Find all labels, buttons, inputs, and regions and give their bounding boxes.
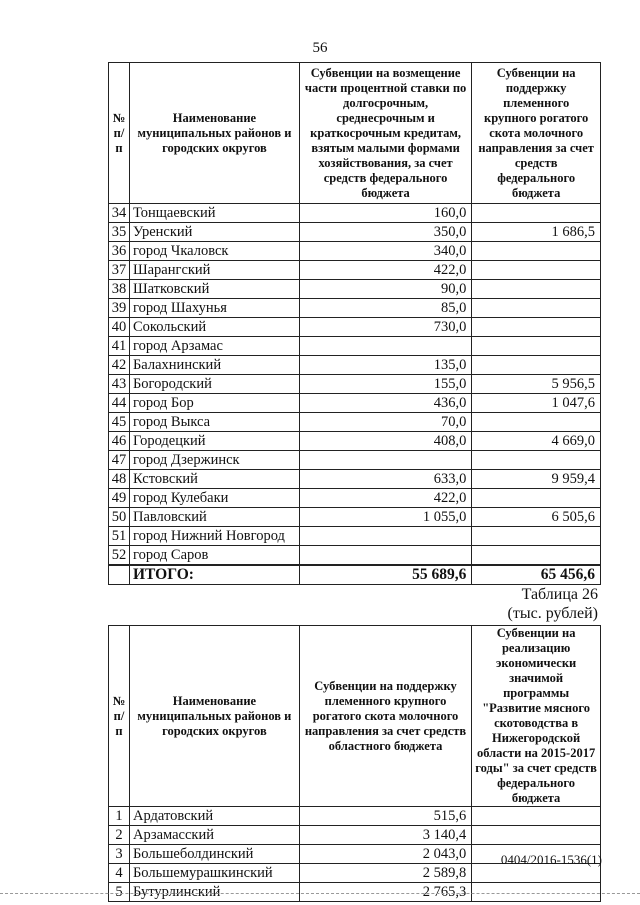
subventions-table-continued — [108, 62, 601, 585]
header-municipality: Наименование муниципальных районов и городских округов — [129, 626, 299, 807]
row-number: 37 — [109, 261, 130, 280]
table-row — [109, 546, 601, 566]
value-2 — [472, 299, 601, 318]
row-number: 41 — [109, 337, 130, 356]
row-number: 48 — [109, 470, 130, 489]
value-1: 70,0 — [299, 413, 471, 432]
row-number: 49 — [109, 489, 130, 508]
value-2 — [472, 318, 601, 337]
table-row — [109, 470, 601, 489]
value-1: 3 140,4 — [299, 826, 471, 845]
total-number-cell — [109, 565, 130, 585]
bottom-divider — [0, 893, 640, 894]
value-1: 160,0 — [299, 204, 471, 223]
row-number: 45 — [109, 413, 130, 432]
total-value-1: 55 689,6 — [299, 565, 471, 585]
row-number: 46 — [109, 432, 130, 451]
value-1: 155,0 — [299, 375, 471, 394]
row-number: 40 — [109, 318, 130, 337]
value-2 — [472, 489, 601, 508]
value-2 — [472, 527, 601, 546]
value-2: 1 686,5 — [472, 223, 601, 242]
table-row — [109, 242, 601, 261]
row-number: 1 — [109, 807, 130, 826]
table-26-title: Таблица 26 — [521, 586, 598, 603]
row-number: 47 — [109, 451, 130, 470]
municipality-name: Большеболдинский — [129, 845, 299, 864]
row-number: 4 — [109, 864, 130, 883]
municipality-name: город Бор — [129, 394, 299, 413]
municipality-name: город Выкса — [129, 413, 299, 432]
value-1 — [299, 337, 471, 356]
table-row — [109, 883, 601, 902]
table-row — [109, 223, 601, 242]
value-2 — [472, 546, 601, 566]
value-1: 2 589,8 — [299, 864, 471, 883]
header-beef-cattle-program: Субвенции на реализацию экономически значимой программы "Развитие мясного скотоводства в Нижегородской области на 2015-2017 годы" за счет средств федерального бюджета — [472, 626, 601, 807]
row-number: 39 — [109, 299, 130, 318]
value-1: 633,0 — [299, 470, 471, 489]
table-row — [109, 299, 601, 318]
row-number: 38 — [109, 280, 130, 299]
municipality-name: Богородский — [129, 375, 299, 394]
table-row — [109, 318, 601, 337]
value-2 — [472, 204, 601, 223]
value-1: 2 043,0 — [299, 845, 471, 864]
value-2 — [472, 356, 601, 375]
value-2 — [472, 337, 601, 356]
row-number: 42 — [109, 356, 130, 375]
header-municipality: Наименование муниципальных районов и городских округов — [129, 63, 299, 204]
value-2 — [472, 451, 601, 470]
value-2: 6 505,6 — [472, 508, 601, 527]
value-1 — [299, 451, 471, 470]
row-number: 51 — [109, 527, 130, 546]
municipality-name: город Нижний Новгород — [129, 527, 299, 546]
table-row — [109, 807, 601, 826]
value-1: 422,0 — [299, 489, 471, 508]
value-1: 730,0 — [299, 318, 471, 337]
municipality-name: город Чкаловск — [129, 242, 299, 261]
municipality-name: Шарангский — [129, 261, 299, 280]
row-number: 2 — [109, 826, 130, 845]
table-row — [109, 508, 601, 527]
value-2 — [472, 826, 601, 845]
header-number: № п/п — [109, 63, 130, 204]
table-row — [109, 337, 601, 356]
value-1: 2 765,3 — [299, 883, 471, 902]
municipality-name: город Арзамас — [129, 337, 299, 356]
table-row — [109, 451, 601, 470]
value-2 — [472, 413, 601, 432]
value-1: 1 055,0 — [299, 508, 471, 527]
value-1: 436,0 — [299, 394, 471, 413]
document-code: 0404/2016-1536(1) — [500, 852, 602, 867]
row-number: 50 — [109, 508, 130, 527]
municipality-name: город Кулебаки — [129, 489, 299, 508]
municipality-name: Городецкий — [129, 432, 299, 451]
row-number: 44 — [109, 394, 130, 413]
municipality-name: город Дзержинск — [129, 451, 299, 470]
value-1: 350,0 — [299, 223, 471, 242]
municipality-name: Тонщаевский — [129, 204, 299, 223]
header-dairy-cattle-regional: Субвенции на поддержку племенного крупного рогатого скота молочного направления за счет средств областного бюджета — [299, 626, 471, 807]
header-dairy-cattle-federal: Субвенции на поддержку племенного крупного рогатого скота молочного направления за счет средств федерального бюджета — [472, 63, 601, 204]
value-1 — [299, 546, 471, 566]
value-2: 1 047,6 — [472, 394, 601, 413]
table-row — [109, 280, 601, 299]
total-label: ИТОГО: — [129, 565, 299, 585]
row-number: 35 — [109, 223, 130, 242]
value-2 — [472, 280, 601, 299]
table-row — [109, 826, 601, 845]
municipality-name: Шатковский — [129, 280, 299, 299]
header-number: № п/п — [109, 626, 130, 807]
row-number: 43 — [109, 375, 130, 394]
municipality-name: Ардатовский — [129, 807, 299, 826]
value-2 — [472, 242, 601, 261]
table-row — [109, 527, 601, 546]
municipality-name: Сокольский — [129, 318, 299, 337]
municipality-name: Уренский — [129, 223, 299, 242]
table-row — [109, 261, 601, 280]
value-1: 340,0 — [299, 242, 471, 261]
municipality-name: Бутурлинский — [129, 883, 299, 902]
table-row — [109, 394, 601, 413]
page-number: 56 — [312, 40, 328, 56]
value-1: 515,6 — [299, 807, 471, 826]
row-number: 34 — [109, 204, 130, 223]
municipality-name: Большемурашкинский — [129, 864, 299, 883]
municipality-name: Арзамасский — [129, 826, 299, 845]
municipality-name: город Саров — [129, 546, 299, 566]
value-1 — [299, 527, 471, 546]
value-2: 9 959,4 — [472, 470, 601, 489]
value-1: 408,0 — [299, 432, 471, 451]
municipality-name: Балахнинский — [129, 356, 299, 375]
value-2 — [472, 807, 601, 826]
total-value-2: 65 456,6 — [472, 565, 601, 585]
table-row — [109, 489, 601, 508]
table-row — [109, 413, 601, 432]
value-1: 135,0 — [299, 356, 471, 375]
municipality-name: Павловский — [129, 508, 299, 527]
header-interest-subsidy: Субвенции на возмещение части процентной ставки по долгосрочным, среднесрочным и краткосрочным кредитам, взятым малыми формами хозяйствования, за счет средств федерального бюджета — [299, 63, 471, 204]
row-number: 3 — [109, 845, 130, 864]
value-1: 422,0 — [299, 261, 471, 280]
row-number: 5 — [109, 883, 130, 902]
table-row — [109, 204, 601, 223]
value-1: 90,0 — [299, 280, 471, 299]
table-row — [109, 356, 601, 375]
value-2: 4 669,0 — [472, 432, 601, 451]
table-row — [109, 432, 601, 451]
total-row — [109, 565, 601, 585]
value-2: 5 956,5 — [472, 375, 601, 394]
value-2 — [472, 261, 601, 280]
row-number: 36 — [109, 242, 130, 261]
municipality-name: город Шахунья — [129, 299, 299, 318]
municipality-name: Кстовский — [129, 470, 299, 489]
value-1: 85,0 — [299, 299, 471, 318]
row-number: 52 — [109, 546, 130, 566]
value-2 — [472, 883, 601, 902]
table-row — [109, 375, 601, 394]
table-26-units: (тыс. рублей) — [507, 605, 598, 622]
